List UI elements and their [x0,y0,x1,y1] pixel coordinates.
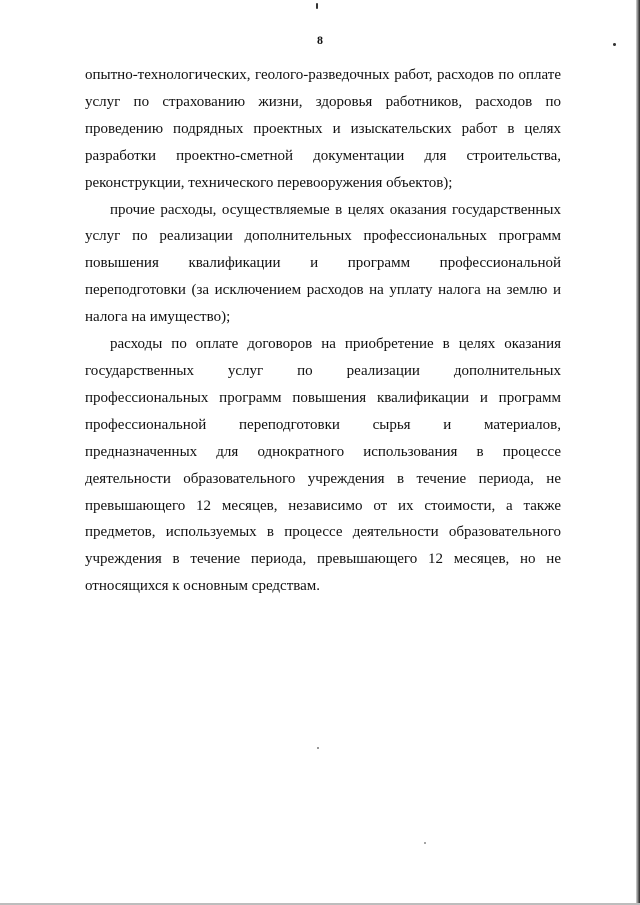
paragraph-continuation: опытно-технологических, геолого-разведочных работ, расходов по оплате услуг по страхованию жизни, здоровья работников, расходов по проведению подрядных проектных и изыскательских работ в целях разработки проектно-сметной документации для строительства, реконструкции, технического перевооружения объектов); [85,67,561,191]
page-number: 8 [317,33,323,47]
scan-edge-right [636,0,640,905]
paragraph-other-expenses: прочие расходы, осуществляемые в целях оказания государственных услуг по реализации дополнительных профессиональных программ повышения квалификации и программ профессиональной переподготовки (за исключением расходов на уплату налога на землю и налога на имущество); [85,201,561,326]
scan-speck [316,3,318,9]
scan-speck [317,747,319,749]
body-text [85,62,561,600]
paragraph-materials-expenses: расходы по оплате договоров на приобретение в целях оказания государственных услуг по реализации дополнительных профессиональных программ повышения квалификации и программ профессиональной переподготовки сырья и материалов, предназначенных для однократного использования в процессе деятельности образовательного учреждения в течение периода, не превышающего 12 месяцев, независимо от их стоимости, а также предметов, используемых в процессе деятельности образовательного учреждения в течение периода, превышающего 12 месяцев, но не относящихся к основным средствам. [85,336,561,595]
scan-speck [424,842,426,844]
